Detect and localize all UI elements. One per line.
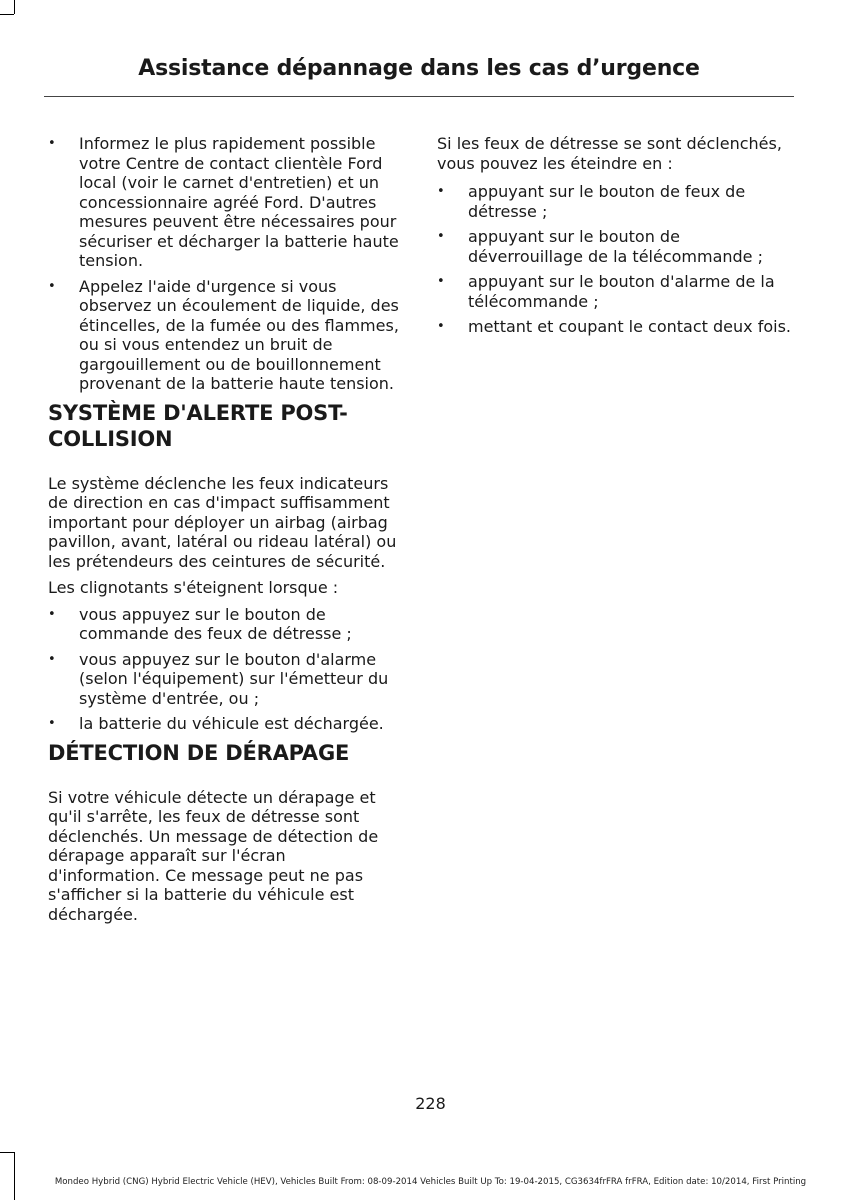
list-item: • appuyant sur le bouton de déverrouillage de la télécommande ; — [437, 227, 763, 266]
paragraph: Le système déclenche les feux indicateurs de direction en cas d'impact suffisamment important pour déployer un airbag (airbag pavillon, avant, latéral ou rideau latéral) ou les prétendeurs des ceintures de sécurité. — [48, 473, 397, 571]
list-item: • Appelez l'aide d'urgence si vous observez un écoulement de liquide, des étincelles, de la fumée ou des flammes, ou si vous entendez un bruit de gargouillement ou de bouillonnement provenant de la batterie haute tension. — [48, 276, 399, 393]
bullet-icon: • — [48, 716, 56, 731]
hazard-off-list — [437, 182, 794, 337]
bullet-icon: • — [437, 229, 445, 244]
crop-mark-bottom-horizontal — [0, 1152, 14, 1153]
bullet-icon: • — [48, 651, 56, 667]
list-item: • la batterie du véhicule est déchargée. — [48, 714, 384, 733]
bullet-icon: • — [437, 184, 445, 199]
list-item: • Informez le plus rapidement possible votre Centre de contact clientèle Ford local (voir le carnet d'entretien) et un concessionnaire agréé Ford. D'autres mesures peuvent être nécessaires pour sécuriser et décharger la batterie haute tension. — [48, 134, 399, 270]
list-item: • mettant et coupant le contact deux fois. — [437, 317, 791, 336]
bullet-icon: • — [437, 319, 445, 334]
intro-bullet-list — [48, 134, 400, 394]
list-item: • appuyant sur le bouton de feux de détresse ; — [437, 182, 746, 221]
footer-text: Mondeo Hybrid (CNG) Hybrid Electric Vehicle (HEV), Vehicles Built From: 08-09-2014 Vehicles Built Up To: 19-04-2015, CG3634frFRA frFRA, Edition date: 10/2014, First Printing — [54, 1177, 807, 1187]
list-item: • vous appuyez sur le bouton d'alarme (selon l'équipement) sur l'émetteur du système d'entrée, ou ; — [48, 649, 389, 708]
indicator-off-list — [48, 605, 400, 734]
right-column — [437, 134, 794, 343]
section-heading-skid-detection: DÉTECTION DE DÉRAPAGE — [48, 740, 350, 765]
list-item: • appuyant sur le bouton d'alarme de la télécommande ; — [437, 272, 775, 311]
bullet-icon: • — [48, 278, 56, 294]
list-item: • vous appuyez sur le bouton de commande des feux de détresse ; — [48, 604, 352, 643]
crop-mark-bottom-vertical — [14, 1152, 15, 1200]
header-divider — [44, 96, 794, 97]
page-header-title: Assistance dépannage dans les cas d’urgence — [138, 56, 700, 81]
crop-mark-top-horizontal — [0, 14, 14, 15]
paragraph: Les clignotants s'éteignent lorsque : — [48, 578, 339, 597]
bullet-icon: • — [437, 274, 445, 289]
paragraph: Si les feux de détresse se sont déclenchés, vous pouvez les éteindre en : — [437, 134, 782, 173]
crop-mark-top-vertical — [14, 0, 15, 14]
paragraph: Si votre véhicule détecte un dérapage et qu'il s'arrête, les feux de détresse sont déclenchés. Un message de détection de dérapage apparaît sur l'écran d'information. Ce message peut ne pas s'afficher si la batterie du véhicule est déchargée. — [48, 787, 379, 924]
bullet-icon: • — [48, 136, 56, 151]
page-number: 228 — [415, 1094, 446, 1113]
bullet-icon: • — [48, 606, 56, 622]
section-heading-post-collision: SYSTÈME D'ALERTE POST-COLLISION — [48, 400, 348, 451]
left-column — [48, 134, 400, 931]
